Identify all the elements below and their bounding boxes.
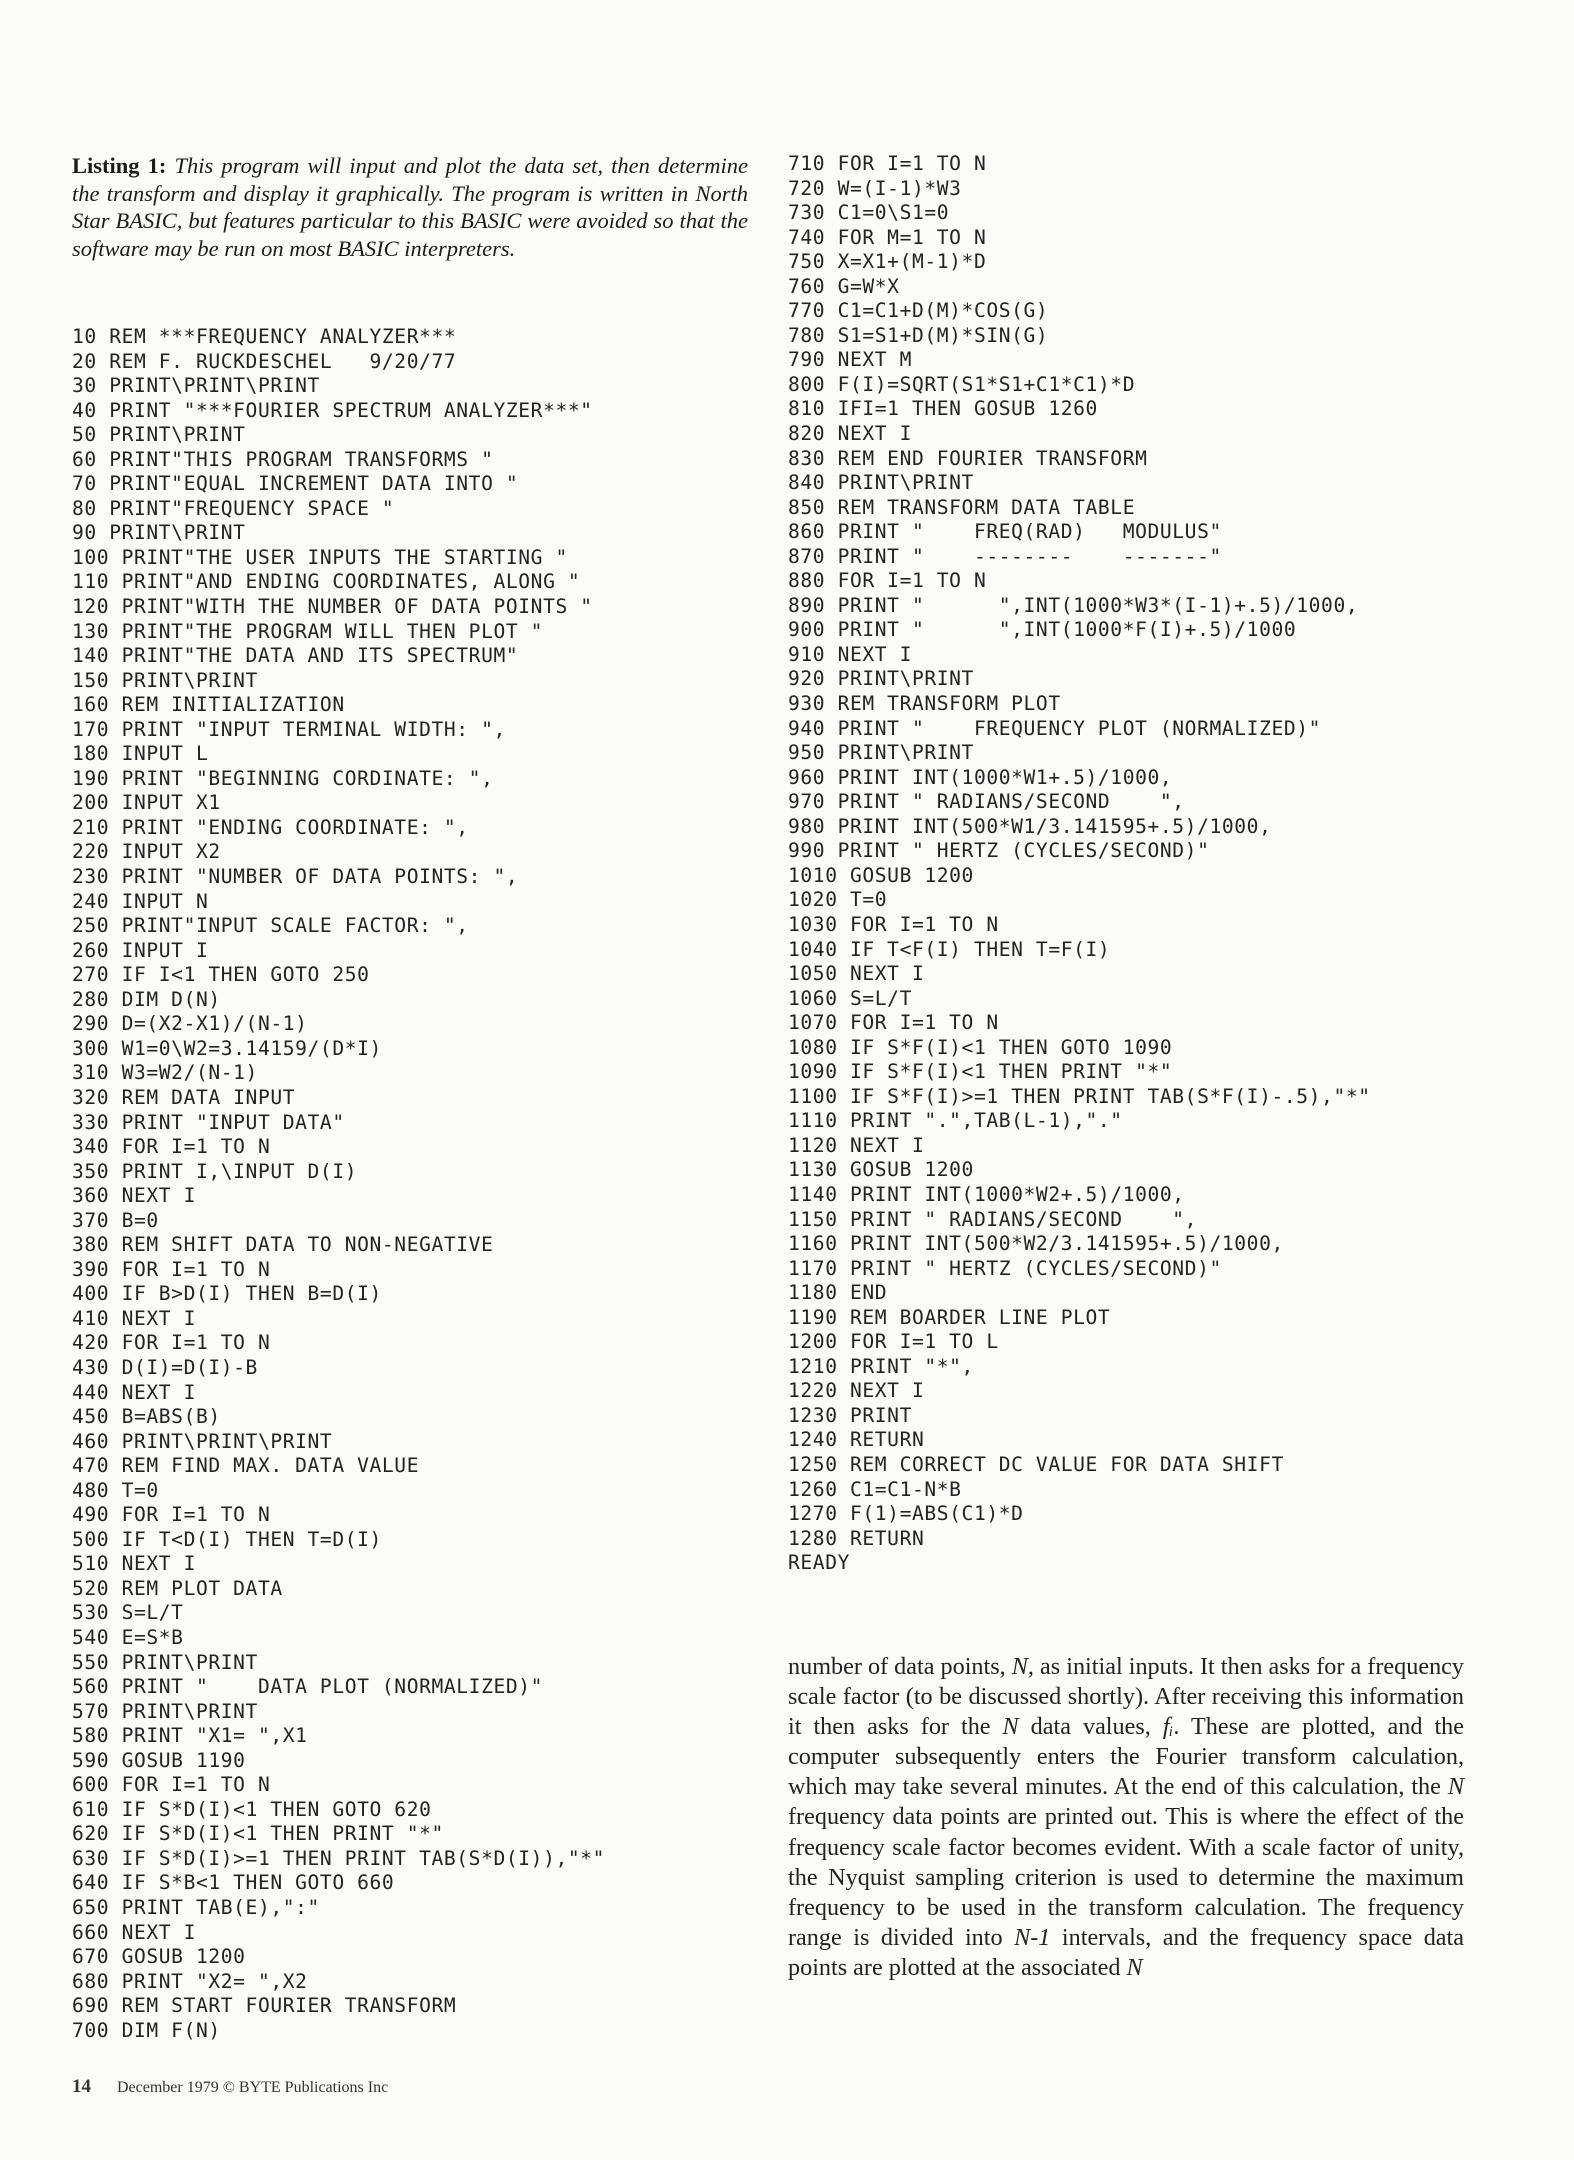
code-line: 160 REM INITIALIZATION (72, 693, 345, 717)
code-line: READY (788, 1551, 850, 1575)
code-line: 360 NEXT I (72, 1184, 196, 1208)
code-line: 1100 IF S*F(I)>=1 THEN PRINT TAB(S*F(I)-.5),"*" (788, 1084, 1371, 1108)
code-line: 540 E=S*B (72, 1625, 184, 1649)
code-line: 780 S1=S1+D(M)*SIN(G) (788, 323, 1049, 347)
code-line: 490 FOR I=1 TO N (72, 1503, 271, 1527)
code-line: 10 REM ***FREQUENCY ANALYZER*** (72, 325, 457, 348)
code-line: 800 F(I)=SQRT(S1*S1+C1*C1)*D (788, 372, 1136, 396)
code-line: 1270 F(1)=ABS(C1)*D (788, 1502, 1024, 1526)
code-line: 420 FOR I=1 TO N (72, 1331, 271, 1355)
publication-credit: December 1979 © BYTE Publications Inc (117, 2079, 389, 2096)
code-line: 1170 PRINT " HERTZ (CYCLES/SECOND)" (788, 1256, 1222, 1280)
code-line: 300 W1=0\W2=3.14159/(D*I) (72, 1036, 382, 1060)
code-line: 130 PRINT"THE PROGRAM WILL THEN PLOT " (72, 619, 544, 643)
code-line: 670 GOSUB 1200 (72, 1945, 246, 1969)
code-line: 740 FOR M=1 TO N (788, 225, 987, 249)
code-line: 1120 NEXT I (788, 1133, 925, 1157)
code-line: 1220 NEXT I (788, 1379, 925, 1403)
code-line: 610 IF S*D(I)<1 THEN GOTO 620 (72, 1797, 432, 1821)
code-line: 730 C1=0\S1=0 (788, 201, 950, 225)
code-line: 600 FOR I=1 TO N (72, 1773, 271, 1797)
code-line: 1060 S=L/T (788, 986, 912, 1010)
var-n-3: N (1447, 1773, 1464, 1801)
code-line: 350 PRINT I,\INPUT D(I) (72, 1159, 358, 1183)
code-line: 1080 IF S*F(I)<1 THEN GOTO 1090 (788, 1035, 1173, 1059)
code-line: 470 REM FIND MAX. DATA VALUE (72, 1454, 420, 1478)
code-line: 120 PRINT"WITH THE NUMBER OF DATA POINTS " (72, 595, 593, 619)
code-line: 1140 PRINT INT(1000*W2+.5)/1000, (788, 1182, 1185, 1206)
code-line: 1020 T=0 (788, 888, 888, 912)
page-footer (72, 2076, 388, 2098)
code-line: 450 B=ABS(B) (72, 1405, 221, 1429)
code-line: 640 IF S*B<1 THEN GOTO 660 (72, 1871, 395, 1895)
code-line: 960 PRINT INT(1000*W1+.5)/1000, (788, 765, 1173, 789)
code-line: 760 G=W*X (788, 274, 900, 298)
code-line: 20 REM F. RUCKDESCHEL 9/20/77 (72, 349, 457, 373)
code-listing-left (72, 325, 605, 2043)
body-text-4: . These are plotted, and the computer subsequently enters the Fourier transform calculation, which may take several minutes. At the end of this calculation, the (788, 1713, 1464, 1801)
code-line: 1210 PRINT "*", (788, 1354, 974, 1378)
code-line: 1070 FOR I=1 TO N (788, 1011, 999, 1035)
code-line: 680 PRINT "X2= ",X2 (72, 1969, 308, 1993)
code-line: 940 PRINT " FREQUENCY PLOT (NORMALIZED)" (788, 716, 1322, 740)
code-line: 1090 IF S*F(I)<1 THEN PRINT "*" (788, 1060, 1173, 1084)
listing-caption (72, 152, 748, 262)
code-line: 920 PRINT\PRINT (788, 667, 974, 691)
code-line: 110 PRINT"AND ENDING COORDINATES, ALONG " (72, 570, 581, 594)
var-fi: fᵢ (1162, 1713, 1174, 1741)
var-n-1: N, (1011, 1653, 1034, 1680)
code-line: 270 IF I<1 THEN GOTO 250 (72, 963, 370, 987)
code-line: 260 INPUT I (72, 938, 209, 962)
code-line: 1160 PRINT INT(500*W2/3.141595+.5)/1000, (788, 1232, 1284, 1256)
code-line: 930 REM TRANSFORM PLOT (788, 692, 1061, 716)
code-line: 620 IF S*D(I)<1 THEN PRINT "*" (72, 1822, 444, 1846)
code-line: 1050 NEXT I (788, 962, 925, 986)
code-line: 180 INPUT L (72, 742, 209, 766)
code-line: 430 D(I)=D(I)-B (72, 1355, 258, 1379)
code-line: 560 PRINT " DATA PLOT (NORMALIZED)" (72, 1675, 544, 1699)
code-line: 790 NEXT M (788, 348, 912, 372)
code-line: 820 NEXT I (788, 422, 912, 446)
code-line: 150 PRINT\PRINT (72, 668, 258, 692)
code-line: 500 IF T<D(I) THEN T=D(I) (72, 1527, 382, 1551)
code-line: 340 FOR I=1 TO N (72, 1135, 271, 1159)
code-line: 90 PRINT\PRINT (72, 521, 246, 545)
code-line: 840 PRINT\PRINT (788, 471, 974, 495)
code-line: 660 NEXT I (72, 1920, 196, 1944)
code-line: 870 PRINT " -------- -------" (788, 544, 1222, 568)
code-line: 480 T=0 (72, 1478, 159, 1502)
code-line: 1030 FOR I=1 TO N (788, 912, 999, 936)
code-line: 720 W=(I-1)*W3 (788, 176, 962, 200)
code-line: 410 NEXT I (72, 1306, 196, 1330)
code-line: 30 PRINT\PRINT\PRINT (72, 374, 320, 398)
code-line: 770 C1=C1+D(M)*COS(G) (788, 299, 1049, 323)
code-line: 980 PRINT INT(500*W1/3.141595+.5)/1000, (788, 814, 1272, 838)
page-number: 14 (72, 2076, 91, 2097)
code-line: 1230 PRINT (788, 1403, 912, 1427)
var-n-4: N (1126, 1953, 1143, 1981)
code-line: 850 REM TRANSFORM DATA TABLE (788, 495, 1136, 519)
code-line: 240 INPUT N (72, 889, 209, 913)
body-text-3: data values, (1018, 1713, 1163, 1741)
caption-label: Listing 1: (72, 153, 167, 178)
code-line: 1040 IF T<F(I) THEN T=F(I) (788, 937, 1111, 961)
code-line: 910 NEXT I (788, 642, 912, 666)
var-n-minus-1: N-1 (1014, 1923, 1051, 1951)
code-line: 280 DIM D(N) (72, 987, 221, 1011)
code-line: 690 REM START FOURIER TRANSFORM (72, 1994, 457, 2018)
code-line: 650 PRINT TAB(E),":" (72, 1896, 320, 1919)
code-line: 1150 PRINT " RADIANS/SECOND ", (788, 1207, 1198, 1231)
code-line: 250 PRINT"INPUT SCALE FACTOR: ", (72, 914, 469, 938)
code-line: 900 PRINT " ",INT(1000*F(I)+.5)/1000 (788, 618, 1297, 642)
code-line: 630 IF S*D(I)>=1 THEN PRINT TAB(S*D(I)),"*" (72, 1846, 606, 1870)
code-line: 580 PRINT "X1= ",X1 (72, 1724, 308, 1748)
code-line: 220 INPUT X2 (72, 840, 221, 864)
code-line: 1180 END (788, 1281, 888, 1305)
var-n-2: N (1002, 1713, 1019, 1741)
body-text-2: as initial inputs. It then asks for a frequency scale factor (to be discussed shortly). After receiving this information it then asks for the (788, 1653, 1464, 1741)
code-line: 750 X=X1+(M-1)*D (788, 250, 987, 274)
code-listing-right (788, 152, 1371, 1576)
code-line: 140 PRINT"THE DATA AND ITS SPECTRUM" (72, 644, 519, 668)
code-line: 200 INPUT X1 (72, 791, 221, 815)
code-line: 550 PRINT\PRINT (72, 1650, 258, 1674)
code-line: 1260 C1=C1-N*B (788, 1477, 962, 1501)
body-text-5: frequency data points are printed out. This is where the effect of the frequency scale factor becomes evident. With a scale factor of unity, the Nyquist sampling criterion is used to determine the maximum frequency to be used in the transform calculation. The frequency range is divided into (788, 1803, 1464, 1951)
code-line: 1240 RETURN (788, 1428, 925, 1452)
body-text-6: intervals, and the frequency space data points are plotted at the associated (788, 1923, 1464, 1981)
code-line: 570 PRINT\PRINT (72, 1699, 258, 1723)
code-line: 230 PRINT "NUMBER OF DATA POINTS: ", (72, 865, 519, 889)
code-line: 370 B=0 (72, 1208, 159, 1232)
code-line: 80 PRINT"FREQUENCY SPACE " (72, 496, 395, 520)
code-line: 60 PRINT"THIS PROGRAM TRANSFORMS " (72, 447, 494, 471)
code-line: 510 NEXT I (72, 1552, 196, 1576)
code-line: 1200 FOR I=1 TO L (788, 1330, 999, 1354)
code-line: 440 NEXT I (72, 1380, 196, 1404)
code-line: 380 REM SHIFT DATA TO NON-NEGATIVE (72, 1233, 494, 1257)
article-body-paragraph (788, 1652, 1464, 1983)
code-line: 400 IF B>D(I) THEN B=D(I) (72, 1282, 382, 1306)
code-line: 830 REM END FOURIER TRANSFORM (788, 446, 1148, 470)
code-line: 890 PRINT " ",INT(1000*W3*(I-1)+.5)/1000, (788, 593, 1359, 617)
code-line: 190 PRINT "BEGINNING CORDINATE: ", (72, 766, 494, 790)
code-line: 460 PRINT\PRINT\PRINT (72, 1429, 333, 1453)
code-line: 1250 REM CORRECT DC VALUE FOR DATA SHIFT (788, 1452, 1284, 1476)
code-line: 310 W3=W2/(N-1) (72, 1061, 258, 1085)
code-line: 50 PRINT\PRINT (72, 423, 246, 447)
code-line: 330 PRINT "INPUT DATA" (72, 1110, 345, 1134)
code-line: 710 FOR I=1 TO N (788, 152, 987, 175)
code-line: 520 REM PLOT DATA (72, 1576, 283, 1600)
code-line: 990 PRINT " HERTZ (CYCLES/SECOND)" (788, 839, 1210, 863)
code-line: 70 PRINT"EQUAL INCREMENT DATA INTO " (72, 472, 519, 496)
body-text-1: number of data points, (788, 1653, 1012, 1680)
code-line: 170 PRINT "INPUT TERMINAL WIDTH: ", (72, 717, 506, 741)
code-line: 1130 GOSUB 1200 (788, 1158, 974, 1182)
code-line: 880 FOR I=1 TO N (788, 569, 987, 593)
code-line: 210 PRINT "ENDING COORDINATE: ", (72, 815, 469, 839)
code-line: 1110 PRINT ".",TAB(L-1),"." (788, 1109, 1123, 1133)
code-line: 590 GOSUB 1190 (72, 1748, 246, 1772)
code-line: 40 PRINT "***FOURIER SPECTRUM ANALYZER***" (72, 398, 593, 422)
code-line: 1010 GOSUB 1200 (788, 863, 974, 887)
code-line: 950 PRINT\PRINT (788, 741, 974, 765)
code-line: 320 REM DATA INPUT (72, 1085, 296, 1109)
code-line: 700 DIM F(N) (72, 2018, 221, 2042)
code-line: 810 IFI=1 THEN GOSUB 1260 (788, 397, 1098, 421)
code-line: 100 PRINT"THE USER INPUTS THE STARTING " (72, 545, 568, 569)
code-line: 860 PRINT " FREQ(RAD) MODULUS" (788, 520, 1222, 544)
code-line: 1190 REM BOARDER LINE PLOT (788, 1305, 1111, 1329)
code-line: 1280 RETURN (788, 1526, 925, 1550)
caption-text: This program will input and plot the data set, then determine the transform and display it graphically. The program is written in North Star BASIC, but features particular to this BASIC were avoided so that the software may be run on most BASIC interpreters. (72, 153, 749, 261)
code-line: 530 S=L/T (72, 1601, 184, 1625)
code-line: 290 D=(X2-X1)/(N-1) (72, 1012, 308, 1036)
code-line: 390 FOR I=1 TO N (72, 1257, 271, 1281)
code-line: 970 PRINT " RADIANS/SECOND ", (788, 790, 1185, 814)
